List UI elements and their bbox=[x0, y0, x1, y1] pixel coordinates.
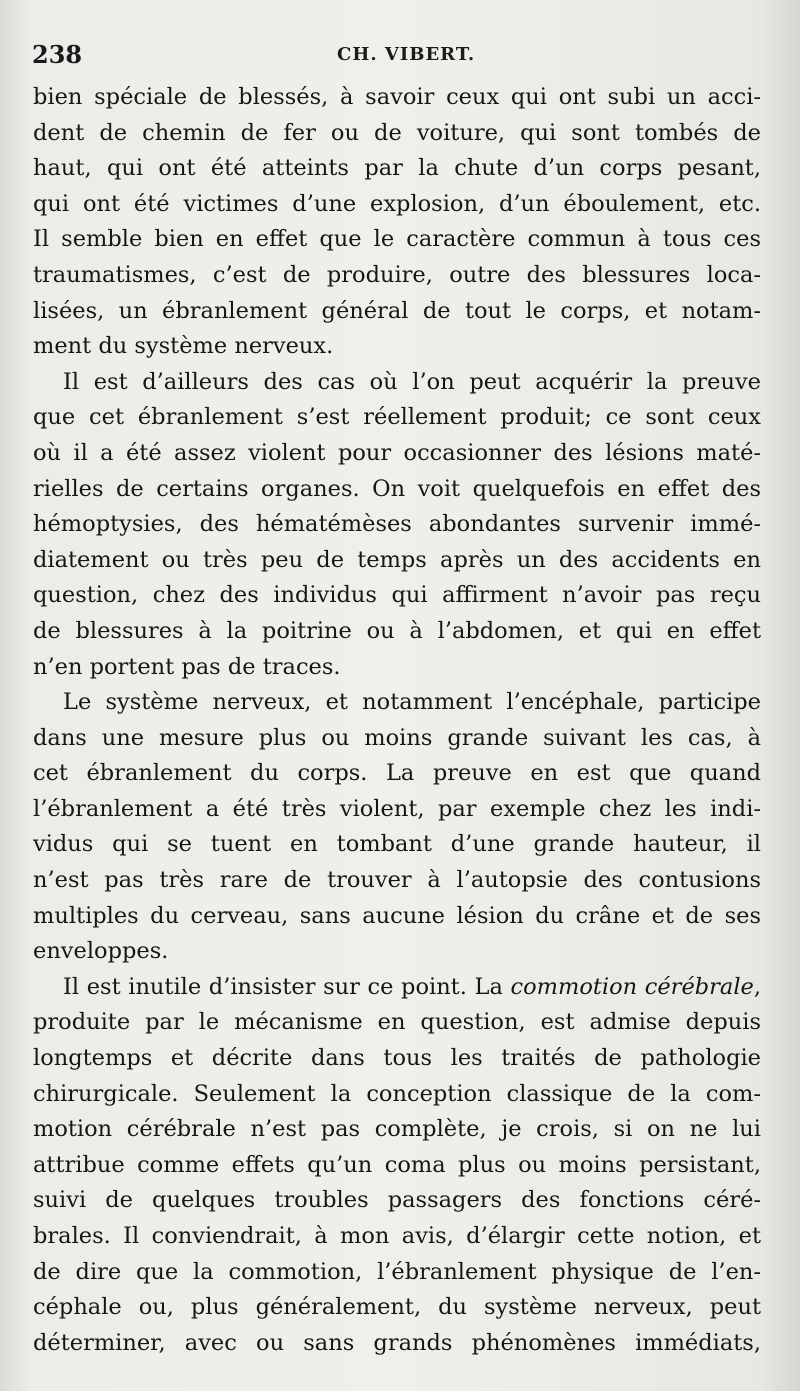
text-line: brales. Il conviendrait, à mon avis, d’élargir cette notion, et bbox=[33, 1223, 761, 1249]
text-line: question, chez des individus qui affirment n’avoir pas reçu bbox=[33, 582, 761, 609]
text-line: céphale ou, plus généralement, du système nerveux, peut bbox=[33, 1294, 761, 1321]
text-line: de dire que la commotion, l’ébranlement physique de l’en- bbox=[33, 1258, 761, 1285]
text-line: dent de chemin de fer ou de voiture, qui sont tombés de bbox=[33, 119, 761, 146]
text-line: où il a été assez violent pour occasionner des lésions maté- bbox=[33, 439, 761, 466]
text-line: que cet ébranlement s’est réellement produit; ce sont ceux bbox=[33, 404, 761, 431]
text-line bbox=[33, 970, 761, 1006]
text-line: multiples du cerveau, sans aucune lésion du crâne et de ses bbox=[33, 902, 761, 929]
text-line: hémoptysies, des hématémèses abondantes survenir immé- bbox=[33, 511, 761, 538]
paragraph-3 bbox=[33, 685, 761, 970]
text-line: attribue comme effets qu’un coma plus ou moins persistant, bbox=[33, 1151, 761, 1178]
text-run: , bbox=[753, 973, 761, 1000]
text-line: diatement ou très peu de temps après un des accidents en bbox=[33, 546, 761, 573]
running-head: CH. VIBERT. bbox=[337, 44, 476, 65]
text-line: motion cérébrale n’est pas complète, je crois, si on ne lui bbox=[33, 1116, 761, 1143]
text-line: Il est d’ailleurs des cas où l’on peut acquérir la preuve bbox=[63, 368, 761, 395]
text-line: rielles de certains organes. On voit quelquefois en effet des bbox=[33, 475, 761, 502]
paragraph-2 bbox=[33, 365, 761, 685]
text-line: de blessures à la poitrine ou à l’abdomen, et qui en effet bbox=[33, 617, 761, 644]
text-line: cet ébranlement du corps. La preuve en est que quand bbox=[33, 760, 761, 787]
text-line: produite par le mécanisme en question, est admise depuis bbox=[33, 1009, 761, 1036]
text-line: vidus qui se tuent en tombant d’une grande hauteur, il bbox=[33, 831, 761, 858]
text-line: chirurgicale. Seulement la conception classique de la com- bbox=[33, 1080, 761, 1107]
page-number: 238 bbox=[32, 40, 83, 69]
text-line: n’est pas très rare de trouver à l’autopsie des contusions bbox=[33, 867, 761, 894]
text-line: n’en portent pas de traces. bbox=[33, 653, 341, 680]
text-line: Il semble bien en effet que le caractère commun à tous ces bbox=[33, 226, 761, 253]
text-line: déterminer, avec ou sans grands phénomènes immédiats, bbox=[33, 1329, 761, 1356]
text-line: suivi de quelques troubles passagers des fonctions céré- bbox=[33, 1187, 761, 1214]
text-line: lisées, un ébranlement général de tout le corps, et notam- bbox=[33, 297, 761, 324]
text-line: longtemps et décrite dans tous les traités de pathologie bbox=[33, 1045, 761, 1072]
paragraph-4 bbox=[33, 970, 761, 1362]
text-line: l’ébranlement a été très violent, par exemple chez les indi- bbox=[33, 795, 761, 822]
text-line: bien spéciale de blessés, à savoir ceux qui ont subi un acci- bbox=[33, 84, 761, 110]
text-line: traumatismes, c’est de produire, outre des blessures loca- bbox=[33, 261, 761, 288]
text-line: qui ont été victimes d’une explosion, d’un éboulement, etc. bbox=[33, 190, 761, 217]
body-text bbox=[33, 80, 761, 1361]
page-header bbox=[32, 40, 762, 76]
paragraph-1 bbox=[33, 80, 761, 365]
text-line: haut, qui ont été atteints par la chute d’un corps pesant, bbox=[33, 155, 761, 182]
italic-term: commotion cérébrale bbox=[510, 973, 754, 1000]
text-line: dans une mesure plus ou moins grande suivant les cas, à bbox=[33, 724, 761, 751]
text-line: Le système nerveux, et notamment l’encéphale, participe bbox=[63, 689, 761, 716]
text-run: Il est inutile d’insister sur ce point. La bbox=[63, 973, 511, 1000]
text-line: enveloppes. bbox=[33, 938, 169, 965]
text-line: ment du système nerveux. bbox=[33, 333, 334, 360]
